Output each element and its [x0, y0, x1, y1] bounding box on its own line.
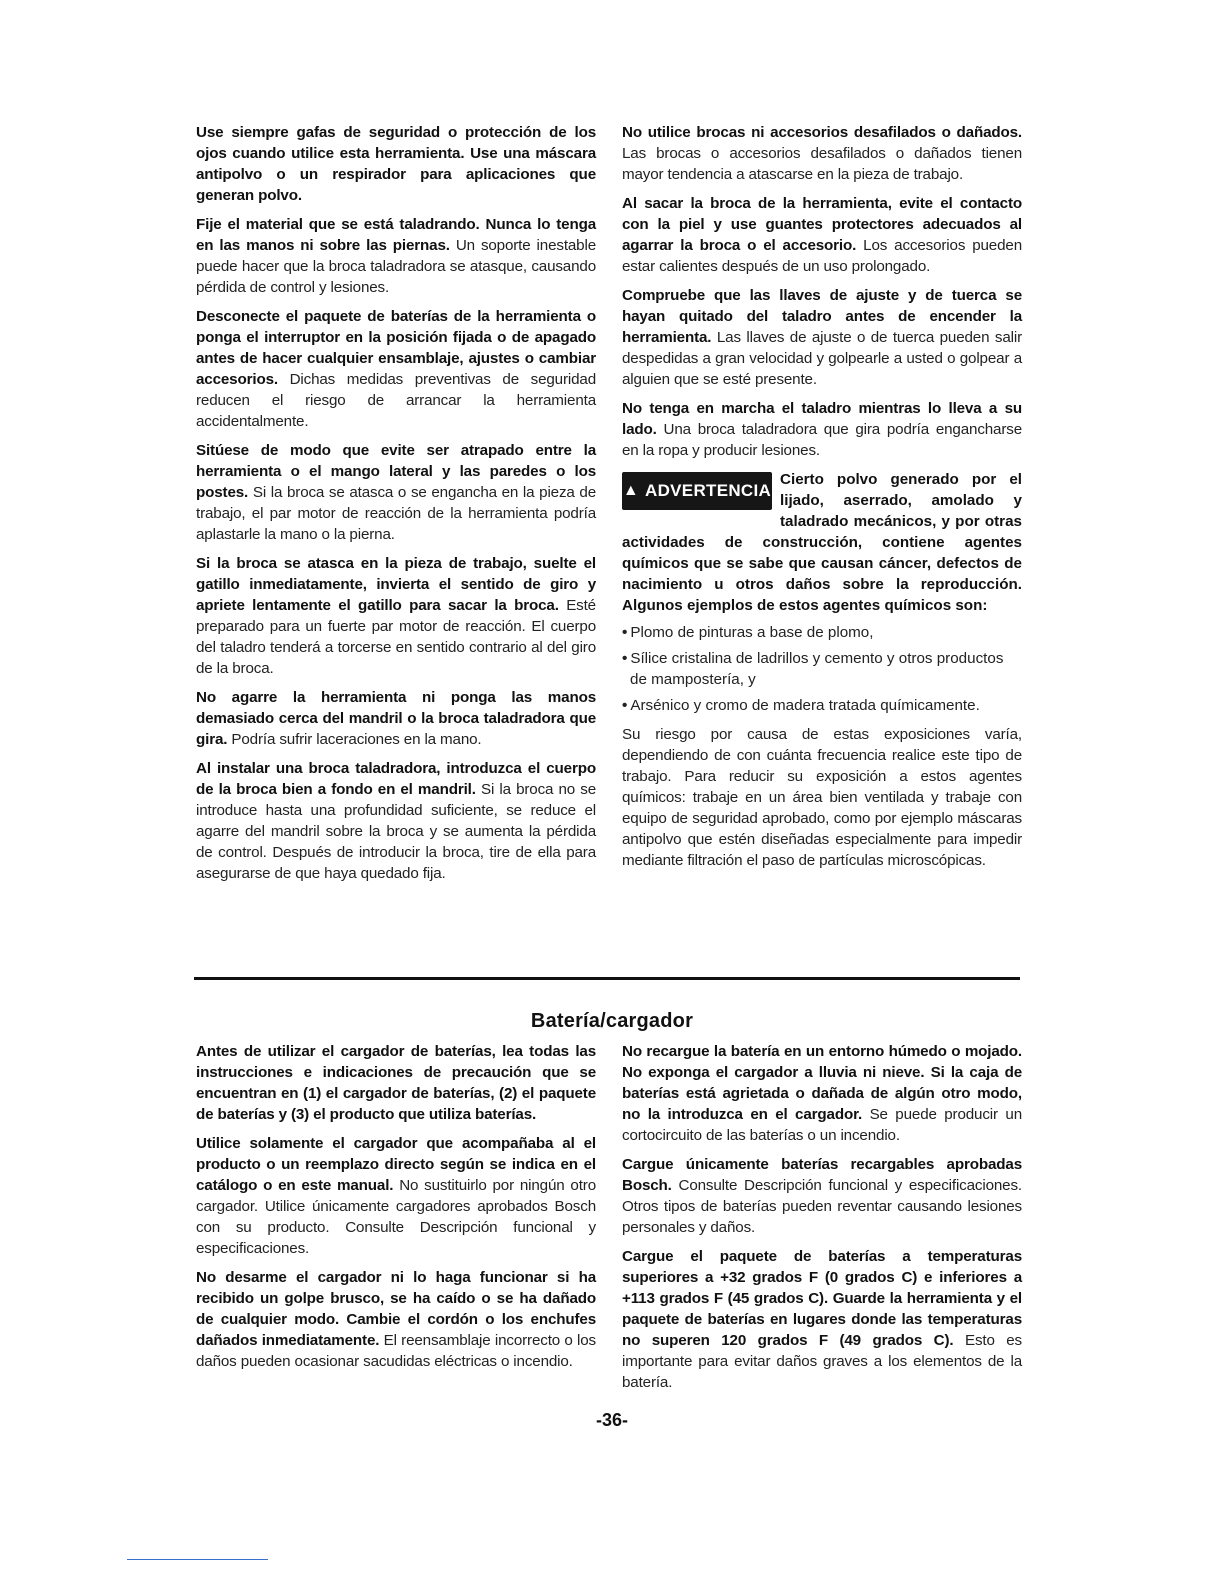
chemical-list	[622, 622, 1022, 716]
safety-paragraph	[196, 758, 596, 884]
charger-paragraph	[622, 1041, 1022, 1146]
body-text: El reensamblaje incorrecto o los daños pueden ocasionar sacudidas eléctricas o incendio.	[196, 1332, 596, 1370]
bold-text: No utilice brocas ni accesorios desafilados o dañados.	[622, 124, 1022, 141]
safety-paragraph	[196, 687, 596, 750]
warning-triangle-icon: ▲	[622, 482, 640, 499]
bottom-left-column	[196, 1041, 596, 1380]
charger-paragraph	[196, 1267, 596, 1372]
body-text: Dichas medidas preventivas de seguridad reducen el riesgo de arrancar la herramienta accidentalmente.	[196, 371, 597, 430]
charger-paragraph	[196, 1133, 596, 1259]
bold-text: Compruebe que las llaves de ajuste y de tuerca se hayan quitado del taladro antes de encender la herramienta.	[622, 287, 1022, 346]
bold-text: Cargue únicamente baterías recargables aprobadas Bosch.	[622, 1156, 1022, 1194]
charger-paragraph	[622, 1154, 1022, 1238]
top-right-column	[622, 122, 1022, 879]
body-text: Consulte Descripción funcional y especificaciones. Otros tipos de baterías pueden reventar causando lesiones personales y daños.	[622, 1177, 1022, 1236]
body-text: Una broca taladradora que gira podría engancharse en la ropa y producir lesiones.	[622, 421, 1022, 459]
list-item	[622, 622, 1022, 643]
list-item-text: Plomo de pinturas a base de plomo,	[630, 624, 874, 641]
section-divider	[194, 977, 1020, 980]
bottom-right-column	[622, 1041, 1022, 1401]
body-text: Los accesorios pueden estar calientes después de un uso prolongado.	[622, 237, 1022, 275]
charger-paragraph	[622, 1246, 1022, 1393]
bold-text: No recargue la batería en un entorno húmedo o mojado. No exponga el cargador a lluvia ni nieve. Si la caja de baterías está agrietada o dañada de algún otro modo, no la introduzca en el cargador.	[622, 1043, 1022, 1123]
bold-text: Sitúese de modo que evite ser atrapado entre la herramienta o el mango lateral y las paredes o los postes.	[196, 442, 596, 501]
safety-paragraph	[622, 398, 1022, 461]
body-text: Las llaves de ajuste o de tuerca pueden salir despedidas a gran velocidad y golpearle a usted o golpear a alguien que se esté presente.	[622, 329, 1022, 388]
body-text: Si la broca no se introduce hasta una profundidad suficiente, se reduce el agarre del mandril sobre la broca y se aumenta la pérdida de control. Después de introducir la broca, tire de ella para asegurarse de que haya quedado fija.	[196, 781, 597, 882]
safety-paragraph	[196, 214, 596, 298]
safety-paragraph	[622, 285, 1022, 390]
bold-text: Desconecte el paquete de baterías de la herramienta o ponga el interruptor en la posición fijada o de apagado antes de hacer cualquier ensamblaje, ajustes o cambiar accesorios.	[196, 308, 596, 388]
body-text: Las brocas o accesorios desafilados o dañados tienen mayor tendencia a atascarse en la pieza de trabajo.	[622, 145, 1022, 183]
page-number: -36-	[595, 1410, 628, 1430]
safety-paragraph	[622, 193, 1022, 277]
warning-badge-label: ADVERTENCIA	[645, 481, 772, 500]
safety-paragraph	[196, 440, 596, 545]
bullet-icon: •	[622, 650, 628, 667]
safety-paragraph	[196, 122, 596, 206]
warning-closing-paragraph	[622, 724, 1022, 871]
safety-paragraph	[196, 553, 596, 679]
section-title: Batería/cargador	[530, 1010, 694, 1032]
body-text: Podría sufrir laceraciones en la mano.	[231, 731, 482, 748]
safety-paragraph	[622, 122, 1022, 185]
footer-line	[127, 1559, 268, 1560]
bold-text: Antes de utilizar el cargador de baterías, lea todas las instrucciones e indicaciones de precaución que se encuentran en (1) el cargador de baterías, (2) el paquete de baterías y (3) el producto que utiliza baterías.	[196, 1043, 596, 1123]
bold-text: Cargue el paquete de baterías a temperaturas superiores a +32 grados F (0 grados C) e inferiores a +113 grados F (45 grados C). Guarde la herramienta y el paquete de baterías en lugares donde las temperaturas no superen 120 grados F (49 grados C).	[622, 1248, 1022, 1349]
top-left-column	[196, 122, 596, 892]
bold-text: No tenga en marcha el taladro mientras lo lleva a su lado.	[622, 400, 1022, 438]
body-text: Esto es importante para evitar daños graves a los elementos de la batería.	[622, 1332, 1023, 1391]
warning-text: Cierto polvo generado por el lijado, aserrado, amolado y taladrado mecánicos, y por otras actividades de construcción, contiene agentes químicos que se sabe que causan cáncer, defectos de nacimiento u otros daños sobre la reproducción. Algunos ejemplos de estos agentes químicos son:	[622, 471, 1022, 614]
list-item-text: Arsénico y cromo de madera tratada químicamente.	[630, 697, 980, 714]
body-text: No sustituirlo por ningún otro cargador. Utilice únicamente cargadores aprobados Bosch con su producto. Consulte Descripción funcional y especificaciones.	[196, 1177, 596, 1257]
body-text: Esté preparado para un fuerte par motor de reacción. El cuerpo del taladro tenderá a torcerse en sentido contrario al del giro de la broca.	[196, 597, 596, 677]
list-item-text: Sílice cristalina de ladrillos y cemento y otros productos de mampostería, y	[630, 650, 1004, 688]
body-text: Si la broca se atasca o se engancha en la pieza de trabajo, el par motor de reacción de la herramienta podría aplastarle la mano o la pierna.	[196, 484, 597, 543]
bold-text: Fije el material que se está taladrando. Nunca lo tenga en las manos ni sobre las piernas.	[196, 216, 596, 254]
body-text: Su riesgo por causa de estas exposiciones varía, dependiendo de con cuánta frecuencia realice este tipo de trabajo. Para reducir su exposición a estos agentes químicos: trabaje en un área bien ventilada y trabaje con equipo de seguridad aprobado, como por ejemplo máscaras antipolvo que estén diseñadas especialmente para impedir mediante filtración el paso de partículas microscópicas.	[622, 726, 1022, 869]
warning-block	[622, 469, 1022, 616]
bold-text: Utilice solamente el cargador que acompañaba al el producto o un reemplazo directo según se indica en el catálogo o en este manual.	[196, 1135, 596, 1194]
body-text: Se puede producir un cortocircuito de las baterías o un incendio.	[622, 1106, 1022, 1144]
bold-text: No agarre la herramienta ni ponga las manos demasiado cerca del mandril o la broca taladradora que gira.	[196, 689, 596, 748]
bold-text: Use siempre gafas de seguridad o protección de los ojos cuando utilice esta herramienta. Use una máscara antipolvo o un respirador para aplicaciones que generan polvo.	[196, 124, 596, 204]
list-item	[622, 648, 1022, 690]
bullet-icon: •	[622, 624, 628, 641]
bold-text: Al instalar una broca taladradora, introduzca el cuerpo de la broca bien a fondo en el mandril.	[196, 760, 596, 798]
bold-text: Si la broca se atasca en la pieza de trabajo, suelte el gatillo inmediatamente, invierta el sentido de giro y apriete lentamente el gatillo para sacar la broca.	[196, 555, 596, 614]
warning-badge	[622, 472, 772, 510]
body-text: Un soporte inestable puede hacer que la broca taladradora se atasque, causando pérdida de control y lesiones.	[196, 237, 596, 296]
charger-paragraph	[196, 1041, 596, 1125]
bold-text: Al sacar la broca de la herramienta, evite el contacto con la piel y use guantes protectores adecuados al agarrar la broca o el accesorio.	[622, 195, 1022, 254]
bold-text: No desarme el cargador ni lo haga funcionar si ha recibido un golpe brusco, se ha caído o se ha dañado de cualquier modo. Cambie el cordón o los enchufes dañados inmediatamente.	[196, 1269, 596, 1349]
list-item	[622, 695, 1022, 716]
bullet-icon: •	[622, 697, 628, 714]
safety-paragraph	[196, 306, 596, 432]
